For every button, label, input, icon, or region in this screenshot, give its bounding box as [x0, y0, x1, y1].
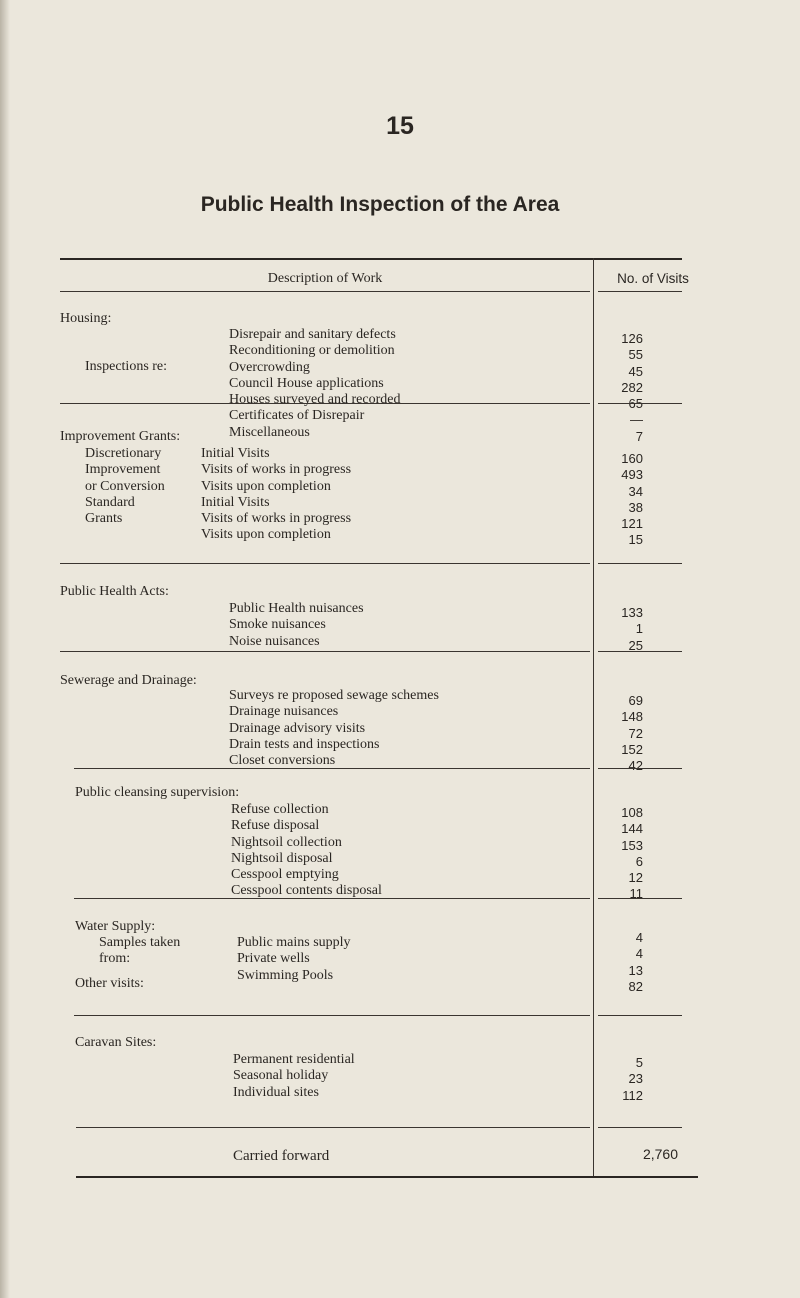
water-sub-labels	[99, 935, 180, 968]
page-title: Public Health Inspection of the Area	[200, 193, 560, 216]
visit-count: 23	[628, 1071, 643, 1087]
sub-label: Standard	[85, 494, 135, 510]
list-item: Private wells	[237, 951, 310, 967]
list-item: Nightsoil collection	[231, 834, 342, 850]
list-item: Overcrowding	[229, 359, 310, 375]
visit-count: 160	[621, 451, 643, 466]
improvement-items	[201, 446, 351, 544]
section-rule	[74, 768, 590, 769]
list-item: Council House applications	[229, 375, 384, 391]
visit-count: 5	[635, 1055, 643, 1070]
visit-count: 4	[635, 946, 643, 962]
visit-count: 126	[621, 331, 643, 346]
visit-count: 38	[628, 499, 643, 515]
table-top-rule	[60, 258, 682, 260]
section-heading-public-cleansing: Public cleansing supervision:	[75, 785, 240, 800]
section-heading-caravan-sites: Caravan Sites:	[75, 1035, 157, 1050]
list-item: Swimming Pools	[237, 967, 334, 983]
visit-count: 144	[621, 821, 643, 837]
section-rule-visits	[598, 1127, 682, 1128]
visit-count: 45	[628, 363, 643, 379]
cleansing-items	[231, 802, 382, 900]
sub-label: Grants	[85, 511, 123, 527]
visit-count: 282	[621, 379, 643, 395]
list-item: Drainage nuisances	[229, 704, 339, 720]
water-other-label: Other visits:	[75, 976, 144, 991]
list-item: Houses surveyed and recorded	[229, 392, 401, 408]
list-item: Initial Visits	[201, 446, 270, 461]
table-bottom-rule	[76, 1176, 698, 1178]
section-heading-water-supply: Water Supply:	[75, 919, 156, 934]
section-rule	[74, 1015, 590, 1016]
visit-count: 133	[621, 605, 643, 620]
section-rule-visits	[598, 1015, 682, 1016]
list-item: Certificates of Disrepair	[229, 408, 365, 424]
sub-label: from:	[99, 951, 131, 967]
visit-count: 25	[628, 637, 643, 653]
visit-count: 148	[621, 709, 643, 725]
sewerage-values	[600, 693, 643, 774]
section-rule	[74, 898, 590, 899]
public-health-values	[600, 605, 643, 654]
section-rule-visits	[598, 651, 682, 652]
section-rule-visits	[598, 768, 682, 769]
list-item: Reconditioning or demolition	[229, 343, 395, 359]
caravan-items	[233, 1052, 355, 1101]
improvement-sub-labels	[85, 446, 165, 527]
visit-count: 1	[635, 621, 643, 637]
public-health-items	[229, 601, 364, 650]
visit-count: 152	[621, 741, 643, 757]
header-rule	[60, 291, 590, 292]
section-heading-housing: Housing:	[60, 311, 112, 326]
list-item: Smoke nuisances	[229, 617, 326, 633]
visit-count: —	[630, 412, 643, 428]
page-number: 15	[386, 112, 414, 140]
cleansing-values	[600, 805, 643, 903]
visit-count: 42	[628, 758, 643, 774]
visit-count: 34	[628, 483, 643, 499]
list-item: Drainage advisory visits	[229, 720, 366, 736]
list-item: Miscellaneous	[229, 424, 310, 440]
sub-label: Discretionary	[85, 446, 162, 461]
visit-count: 12	[628, 870, 643, 886]
water-values	[600, 930, 643, 995]
list-item: Disrepair and sanitary defects	[229, 327, 396, 342]
carried-forward-total: 2,760	[642, 1146, 678, 1162]
list-item: Noise nuisances	[229, 633, 320, 649]
list-item: Visits of works in progress	[201, 462, 352, 478]
list-item: Initial Visits	[201, 494, 270, 510]
list-item: Cesspool emptying	[231, 867, 339, 883]
sub-label: or Conversion	[85, 478, 165, 494]
list-item: Public mains supply	[237, 935, 351, 950]
list-item: Visits of works in progress	[201, 511, 352, 527]
housing-values	[600, 331, 643, 445]
visit-count: 13	[628, 962, 643, 978]
visit-count: 121	[621, 516, 643, 532]
section-heading-public-health-acts: Public Health Acts:	[60, 584, 169, 599]
visits-header: No. of Visits	[617, 271, 689, 286]
list-item: Permanent residential	[233, 1052, 355, 1067]
visit-count: 65	[628, 396, 643, 412]
list-item: Visits upon completion	[201, 527, 331, 543]
section-rule-visits	[598, 563, 682, 564]
list-item: Closet conversions	[229, 753, 336, 769]
housing-items	[229, 327, 400, 441]
section-heading-improvement-grants: Improvement Grants:	[60, 429, 181, 444]
visit-count: 69	[628, 693, 643, 708]
section-rule	[76, 1127, 590, 1128]
list-item: Refuse collection	[231, 802, 329, 817]
section-rule-visits	[598, 898, 682, 899]
visit-count: 55	[628, 347, 643, 363]
list-item: Seasonal holiday	[233, 1068, 329, 1084]
carried-forward-label: Carried forward	[233, 1148, 330, 1164]
list-item: Nightsoil disposal	[231, 850, 333, 866]
visit-count: 72	[628, 725, 643, 741]
section-rule	[60, 563, 590, 564]
list-item: Cesspool contents disposal	[231, 883, 382, 899]
list-item: Drain tests and inspections	[229, 736, 380, 752]
visit-count: 108	[621, 805, 643, 820]
header-rule-visits	[598, 291, 682, 292]
list-item: Individual sites	[233, 1084, 319, 1100]
visit-count: 7	[635, 428, 643, 444]
section-rule	[60, 651, 590, 652]
list-item: Refuse disposal	[231, 818, 320, 834]
section-heading-sewerage-drainage: Sewerage and Drainage:	[60, 673, 197, 688]
visit-count: 82	[628, 978, 643, 994]
visit-count: 112	[622, 1087, 643, 1103]
list-item: Visits upon completion	[201, 478, 331, 494]
description-header: Description of Work	[267, 271, 383, 286]
sub-label: Improvement	[85, 462, 161, 478]
sewerage-items	[229, 688, 439, 769]
list-item: Public Health nuisances	[229, 601, 364, 616]
visit-count: 4	[635, 930, 643, 945]
visit-count: 153	[621, 837, 643, 853]
sub-label: Samples taken	[99, 935, 181, 950]
housing-sub-label: Inspections re:	[85, 359, 168, 374]
caravan-values	[600, 1055, 643, 1104]
visit-count: 6	[635, 853, 643, 869]
water-items	[237, 935, 351, 984]
visit-count: 493	[621, 467, 643, 483]
list-item: Surveys re proposed sewage schemes	[229, 688, 439, 703]
section-rule	[60, 403, 590, 404]
column-divider	[593, 258, 594, 1178]
visit-count: 15	[628, 532, 643, 548]
section-rule-visits	[598, 403, 682, 404]
visit-count: 11	[629, 886, 643, 902]
improvement-values	[600, 451, 643, 549]
